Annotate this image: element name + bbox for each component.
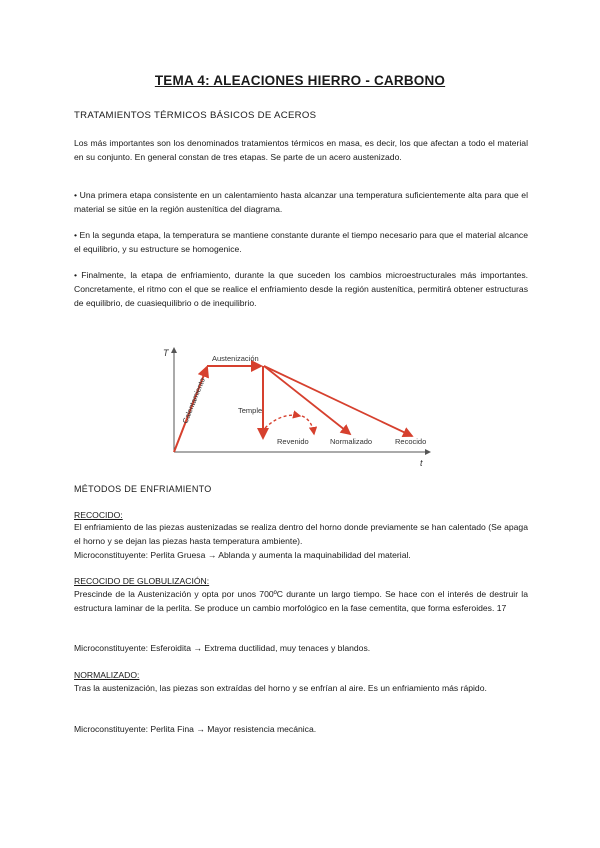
recocido-title: RECOCIDO: <box>74 510 123 520</box>
recocido-text: El enfriamiento de las piezas austenizadas se realiza dentro del horno donde previamente se han calentado (Se apaga el horno y se dejan las piezas hasta temperatura ambiente). <box>74 522 528 546</box>
bullet-third-stage: • Finalmente, la etapa de enfriamiento, durante la que suceden los cambios microestructurales más importantes. Concretamente, el ritmo con el que se realice el enfriamiento desde la región austenítica, permitirá obtener estructuras de equilibrio, de cuasiequilibrio o de inequilibrio. <box>74 270 528 308</box>
recocido-label: Recocido <box>395 437 427 446</box>
temple-label: Temple <box>238 406 263 415</box>
intro-paragraph: Los más importantes son los denominados tratamientos térmicos en masa, es decir, los que afectan a todo el material en su conjunto. En general constan de tres etapas. Se parte de un acero austenizado. <box>74 138 528 162</box>
globulizacion-text: Prescinde de la Austenización y opta por unos 700ºC durante un largo tiempo. Se hace con el interés de destruir la estructura laminar de la perlita. Se produce un cambio morfológico en la fase cementita, que forma esferoides. 17 <box>74 589 528 613</box>
calentamiento-label: Calentamiento <box>180 376 207 425</box>
globulizacion-title: RECOCIDO DE GLOBULIZACIÓN: <box>74 576 210 586</box>
normalizado-title: NORMALIZADO: <box>74 670 140 680</box>
section-heading-metodos: MÉTODOS DE ENFRIAMIENTO <box>74 484 212 494</box>
bullet-first-stage: • Una primera etapa consistente en un calentamiento hasta alcanzar una temperatura suficientemente alta para que el material se sitúe en la región austenítica del diagrama. <box>74 190 528 214</box>
normalizado-text: Tras la austenización, las piezas son extraídas del horno y se enfrían al aire. Es un enfriamiento más rápido. <box>74 683 487 693</box>
y-axis-label: T <box>163 348 169 358</box>
globulizacion-micro: Microconstituyente: Esferoidita → Extrema ductilidad, muy tenaces y blandos. <box>74 643 371 653</box>
bullet-second-stage: • En la segunda etapa, la temperatura se mantiene constante durante el tiempo necesario para que el material alcance el equilibrio, y su estructure se homogenice. <box>74 230 528 254</box>
heat-treatment-diagram <box>150 340 450 470</box>
revenido-label: Revenido <box>277 437 309 446</box>
tempering-curve-down <box>302 416 314 434</box>
normalizado-micro: Microconstituyente: Perlita Fina → Mayor resistencia mecánica. <box>74 724 317 734</box>
page-title: TEMA 4: ALEACIONES HIERRO - CARBONO <box>154 73 446 88</box>
austenizacion-label: Austenización <box>212 354 259 363</box>
normalizado-label: Normalizado <box>330 437 373 446</box>
section-heading-tratamientos: TRATAMIENTOS TÉRMICOS BÁSICOS DE ACEROS <box>74 110 317 121</box>
recocido-micro: Microconstituyente: Perlita Gruesa → Ablanda y aumenta la maquinabilidad del material. <box>74 550 411 560</box>
tempering-curve-up <box>265 415 300 428</box>
x-axis-label: t <box>420 458 423 468</box>
